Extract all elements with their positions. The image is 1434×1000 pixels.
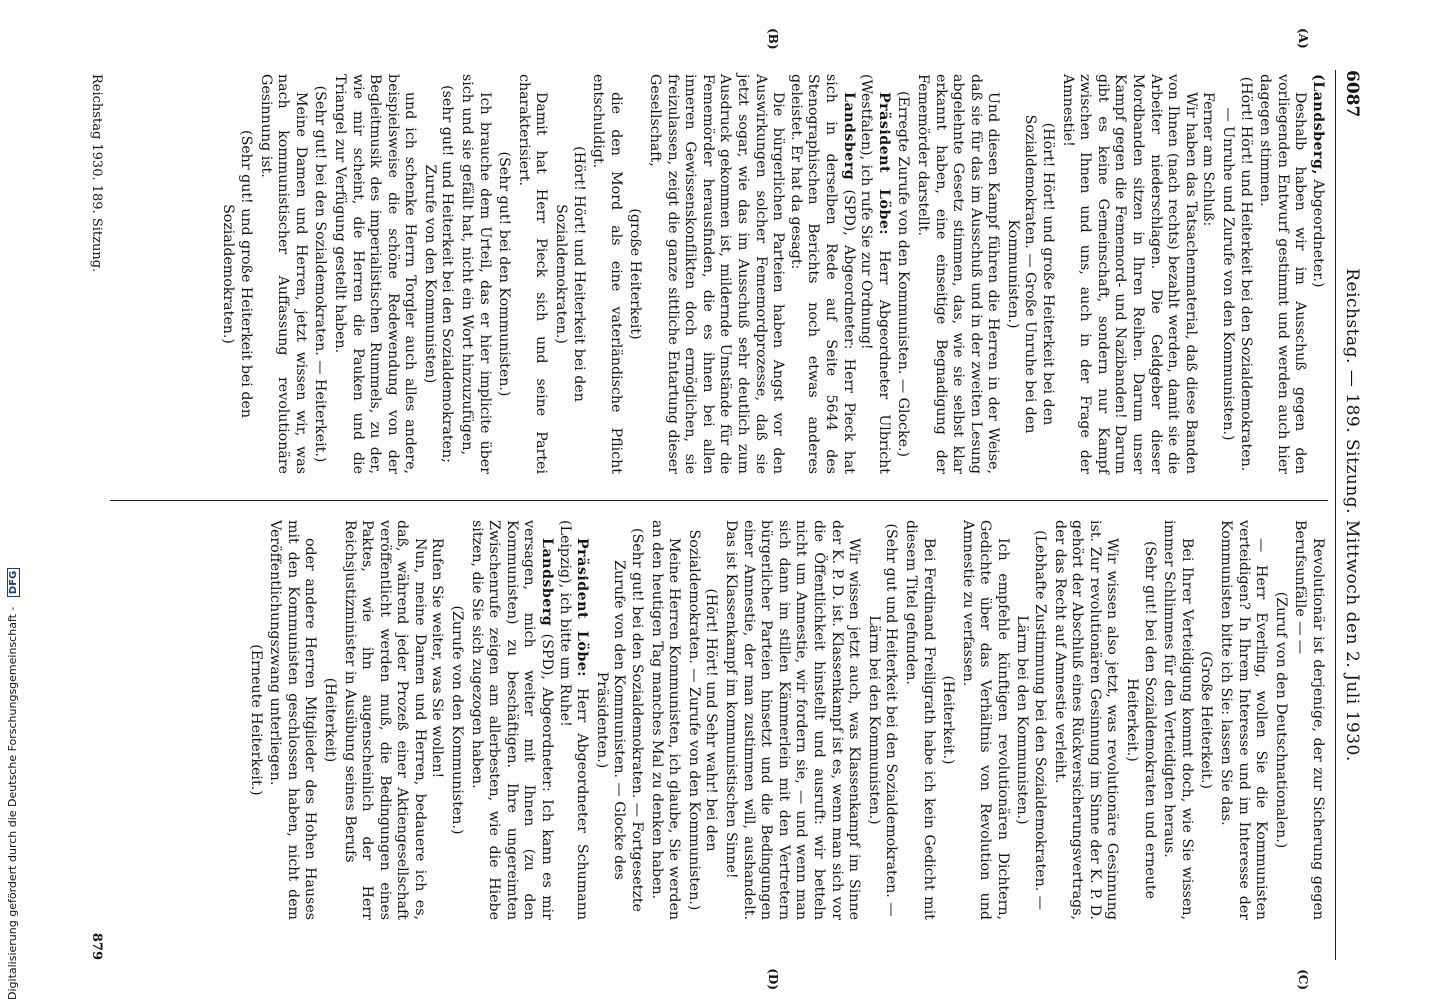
interjection: (große Heiterkeit)	[627, 208, 644, 340]
speech-paragraph	[857, 74, 892, 474]
right-column	[244, 520, 1326, 920]
speech-text: (SPD), Abgeordneter: Herr Pieck hat sich in derselben Rede auf Seite 5644 des Stenographischen Berichts noch etwas anderes geleistet. Er hat da gesagt:	[787, 74, 857, 474]
body-paragraph: Damit hat Herr Pieck sich und seine Partei charakterisiert.	[515, 74, 550, 474]
body-paragraph: Rufen Sie weiter, was Sie wollen!	[429, 538, 446, 779]
interjection: (Erneute Heiterkeit.)	[247, 644, 264, 796]
body-paragraph: die den Mord als eine vaterländische Pflicht entschuldigt.	[590, 74, 624, 474]
body-paragraph: Ich empfehle künftigen revolutionären Dichtern, Gedichte über das Verhältnis von Revolution und Amnestie zu verfassen.	[959, 520, 1011, 920]
interjection: (Sehr gut! bei den Sozialdemokraten. — Heiterkeit.)	[312, 85, 329, 463]
speaker-name: Präsident Löbe:	[875, 92, 892, 236]
interjection: (Sehr gut! und große Heiterkeit bei den Sozialdemokraten.)	[220, 130, 254, 418]
page-title: Reichstag. — 189. Sitzung. Mittwoch den 2. Juli 1930.	[1342, 268, 1362, 762]
footer-session: Reichstag 1930. 189. Sitzung.	[89, 74, 104, 273]
footer-number: 879	[89, 932, 104, 960]
body-paragraph: Meine Damen und Herren, jetzt wissen wir, was nach kommunistischer Auffassung revolutionäre Gesinnung ist.	[257, 74, 309, 474]
body-paragraph: Bei Ihrer Verteidigung kommt doch, wie Sie wissen, immer Schlimmes für den Verteidigten heraus.	[1161, 520, 1195, 920]
body-paragraph: Die bürgerlichen Parteien haben Angst vor den Auswirkungen solcher Fememordprozesse, daß sie jetzt sogar, wie das im Ausschuß sehr deutlich zum Ausdruck gekommen ist, mildernde Umstände für die Fememörder herausfinden, die es ihnen bei allen inneren Gewissenskonflikten doch ermöglichen, sie freizulassen, zeigt die ganze sittliche Entartung dieser Gesellschaft,	[647, 74, 787, 474]
body-paragraph: und ich schenke Herrn Torgler auch alles andere, beispielsweise die schöne Redewendung von der Begleitmusik des imperialistischen Rummels, zu der, wie mir scheint, die Herren die Pauken und die Triangel zur Verfügung gestellt haben.	[331, 74, 419, 474]
body-paragraph: Wir wissen also jetzt, was revolutionäre Gesinnung ist. Zur revolutionären Gesinnung im Sinne der K. P. D. gehört der Abschluß eines Rückversicherungsvertrags, der das Recht auf Amnestie verleiht.	[1051, 520, 1121, 920]
speaker-name: Landsberg	[539, 538, 556, 627]
header-rule	[1335, 70, 1336, 960]
speech-text: Herr Abgeordneter Schumann (Leipzig), ich bitte um Ruhe!	[556, 520, 591, 920]
interjection: (Heiterkeit.)	[940, 675, 957, 765]
margin-mark-c: (C)	[1296, 969, 1310, 990]
speaker-name: Landsberg	[840, 92, 857, 181]
speaker-name: Präsident Löbe:	[574, 538, 591, 678]
body-paragraph: Bei Ferdinand Freiligrath habe ich kein Gedicht mit diesem Titel gefunden.	[902, 520, 937, 920]
dfg-logo: DFG	[7, 568, 20, 597]
page-header	[1336, 70, 1362, 960]
interjection: (Erregte Zurufe von den Kommunisten. — Glocke.)	[895, 90, 912, 458]
interjection: (Sehr gut! bei den Kommunisten.)	[496, 151, 513, 397]
interjection: (Hört! Hört! und Heiterkeit bei den Sozialdemokraten. — Unruhe und Zurufe von den Kommunisten.)	[1220, 76, 1254, 472]
interjection: (Zurufe von den Kommunisten.)	[449, 605, 466, 835]
left-column	[217, 74, 1326, 474]
page-footer	[84, 74, 104, 960]
margin-mark-a: (A)	[1296, 28, 1310, 49]
interjection: (sehr gut! und Heiterkeit bei den Sozialdemokraten; Zurufe von den Kommunisten)	[421, 85, 456, 463]
speech-text: (SPD), Abgeordneter: Ich kann es mir versagen, mich weiter mit Ihnen (zu den Kommunisten) zu beschäftigen. Ihre ungereimten Zwischenrufe zeigen am allerbesten, wie die Hiebe sitzen, die Sie sich zugezogen haben.	[468, 520, 556, 920]
body-paragraph: Deshalb haben wir im Ausschuß gegen den vorliegenden Entwurf gestimmt und werden auch hier dagegen stimmen.	[1257, 74, 1309, 474]
attribution-text: Digitalisierung gefördert durch die Deutsche Forschungsgemeinschaft -	[6, 606, 19, 1000]
body-paragraph: Nun, meine Damen und Herren, bedauere ich es, daß, während jeder Prozeß einer Aktiengesellschaft veröffentlicht werden muß, die Bedingungen eines Paktes, wie ihn augenscheinlich der Herr Reichsjustizminister in Ausübung seines Berufs	[341, 520, 428, 920]
body-paragraph: Ferner am Schluß:	[1200, 92, 1217, 227]
interjection: (Sehr gut! bei den Sozialdemokraten und erneute Heiterkeit.)	[1124, 541, 1158, 899]
body-paragraph: Ich brauche dem Urteil, das er hier implicite über sich und sie gefällt hat, nicht ein Wort hinzuzufügen,	[459, 74, 493, 474]
attribution-strip	[6, 0, 22, 1000]
body-paragraph: Revolutionär ist derjenige, der zur Sicherung gegen Berufsunfälle — —	[1292, 520, 1326, 920]
body-paragraph: Wir wissen jetzt auch, was Klassenkampf im Sinne der K. P. D. ist. Klassenkampf ist es, wenn man sich vor die Öffentlichkeit hinstellt und ausruft: wir betteln nicht um Amnestie, wir fordern sie, — und wenn man sich dann im stillen Kämmerlein mit den Vertretern bürgerlicher Parteien hinsetzt und die Bedingungen einer Amnestie, der man zustimmen will, aushandelt. Das ist Klassenkampf im kommunistischen Sinne!	[723, 520, 863, 920]
column-divider	[110, 500, 1328, 501]
body-paragraph: Wir haben das Tatsachenmaterial, daß diese Banden von Ihnen (nach rechts) bezahlt werden, damit sie die Arbeiter niederschlagen. Die Geldgeber dieser Mordbanden sitzen in Ihren Reihen. Darum unser Kampf gegen die Fememord- und Nazibanden! Darum gibt es keine Gemeinschaft, sondern nur Kampf zwischen Ihnen und uns, auch in der Frage der Amnestie!	[1059, 74, 1199, 474]
interjection: (Heiterkeit)	[321, 677, 338, 763]
speech-text: Abgeordneter.)	[1310, 174, 1326, 288]
body-paragraph: Meine Herren Kommunisten, ich glaube, Sie werden an den heutigen Tag manches Mal zu denken haben.	[648, 520, 683, 920]
speech-paragraph	[467, 520, 555, 920]
speech-paragraph	[1308, 74, 1326, 474]
interjection: (Sehr gut und Heiterkeit bei den Sozialdemokraten. — Lärm bei den Kommunisten.)	[865, 523, 900, 917]
interjection: (Zuruf von den Deutschnationalen.)	[1272, 591, 1289, 849]
interjection: (Sehr gut! bei den Sozialdemokraten. — Fortgesetzte Zurufe von den Kommunisten. — Glocke des Präsidenten.)	[593, 528, 646, 912]
margin-mark-b: (B)	[766, 28, 780, 50]
speech-text: Herr Abgeordneter Ulbricht (Westfalen), ich rufe Sie zur Ordnung!	[858, 74, 892, 474]
interjection: (Hört! Hört! und Heiterkeit bei den Sozialdemokraten.)	[553, 146, 587, 402]
body-paragraph: Und diesen Kampf führen die Herren in der Weise, daß sie für das im Ausschuß und in der zweiten Lesung abgelehnte Gesetz stimmen, das, wie sie selbst klar erkannt haben, eine einseitige Begnadigung der Fememörder darstellt.	[914, 74, 1002, 474]
interjection: (Hört! Hört! und Sehr wahr! bei den Sozialdemokraten. — Zurufe von den Kommunisten.)	[685, 529, 720, 911]
interjection: (Lebhafte Zustimmung bei den Sozialdemokraten. — Lärm bei den Kommunisten.)	[1014, 530, 1049, 910]
speech-paragraph	[786, 74, 856, 474]
body-paragraph: — Herr Everling, wollen Sie die Kommunisten verteidigen? In Ihrem Interesse und im Interesse der Kommunisten bitte ich Sie: lassen Sie das.	[1218, 520, 1270, 920]
interjection: (Hört! Hört! und große Heiterkeit bei den Sozialdemokraten. — Große Unruhe bei den Kommunisten.)	[1004, 114, 1057, 434]
margin-mark-d: (D)	[766, 968, 780, 990]
body-paragraph: oder andere Herren Mitglieder des Hohen Hauses mit den Kommunisten geschlossen haben, nicht dem Veröffentlichungszwang unterliegen.	[267, 520, 319, 920]
page-number: 6087	[1342, 70, 1362, 118]
interjection: (Große Heiterkeit.)	[1198, 650, 1215, 790]
speech-paragraph	[555, 520, 590, 920]
speaker-name: (Landsberg,	[1310, 74, 1326, 175]
